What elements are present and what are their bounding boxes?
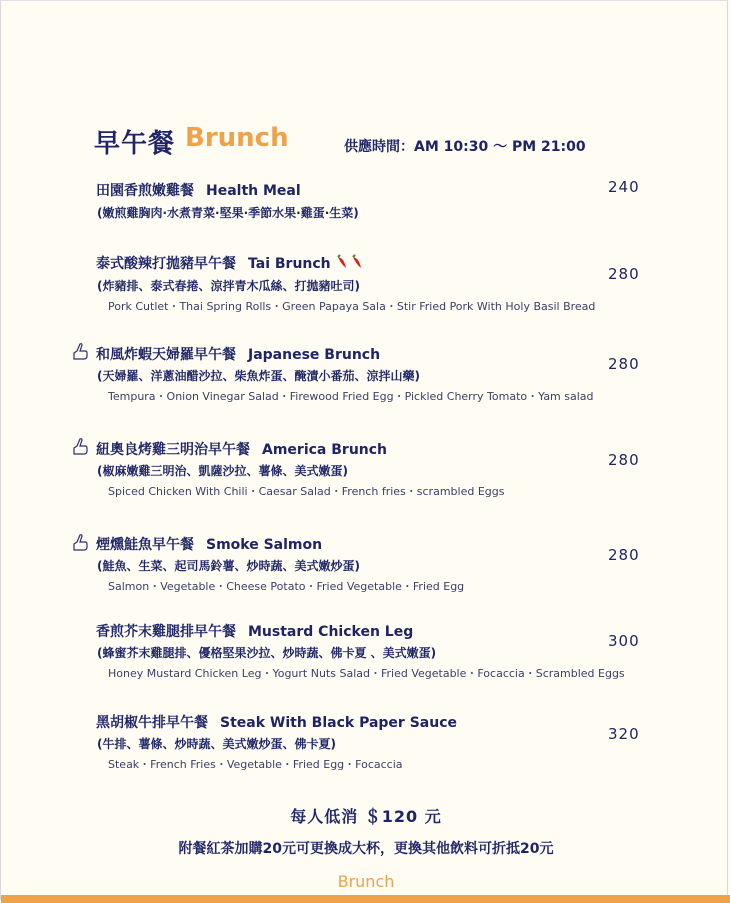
menu-item-name: 泰式酸辣打拋豬早午餐 Tai Brunch <box>96 253 365 274</box>
menu-item-price: 280 <box>608 546 640 564</box>
menu-item-name: 黑胡椒牛排早午餐 Steak With Black Paper Sauce <box>96 715 457 731</box>
menu-item-desc: (鮭魚、生菜、起司馬鈴薯、炒時蔬、美式嫩炒蛋) <box>97 559 360 573</box>
menu-item-name: 紐奧良烤雞三明治早午餐 America Brunch <box>96 442 388 458</box>
menu-item-desc: (天婦羅、洋蔥油醋沙拉、柴魚炸蛋、醃漬小番茄、涼拌山藥) <box>97 369 420 383</box>
menu-item-name: 香煎芥末雞腿排早午餐 Mustard Chicken Leg <box>96 624 414 640</box>
menu-item-name: 和風炸蝦天婦羅早午餐 Japanese Brunch <box>96 347 381 363</box>
menu-item-desc: (炸豬排、泰式春捲、涼拌青木瓜絲、打拋豬吐司) <box>97 279 360 293</box>
menu-item-english: Salmon・Vegetable・Cheese Potato・Fried Vegetable・Fried Egg <box>108 580 465 593</box>
menu-item-desc: (牛排、薯條、炒時蔬、美式嫩炒蛋、佛卡夏) <box>97 737 336 751</box>
menu-item-name: 煙燻鮭魚早午餐 Smoke Salmon <box>96 537 323 553</box>
menu-item-price: 280 <box>608 451 640 469</box>
menu-item-english: Pork Cutlet・Thai Spring Rolls・Green Papaya Sala・Stir Fried Pork With Holy Basil Bread <box>108 300 596 313</box>
menu-item-price: 240 <box>608 178 640 196</box>
footer-brand: Brunch <box>337 872 395 891</box>
menu-item-name: 田園香煎嫩雞餐 Health Meal <box>96 183 301 199</box>
menu-item-price: 280 <box>608 355 640 373</box>
menu-item-desc: (蜂蜜芥末雞腿排、優格堅果沙拉、炒時蔬、佛卡夏 、美式嫩蛋) <box>97 646 437 660</box>
drink-note: 附餐紅茶加購20元可更換成大杯，更換其他飲料可折抵20元 <box>178 841 554 857</box>
menu-item-english: Tempura・Onion Vinegar Salad・Firewood Fried Egg・Pickled Cherry Tomato・Yam salad <box>108 390 594 403</box>
page-title-zh: 早午餐 <box>94 129 176 159</box>
menu-item-english: Honey Mustard Chicken Leg・Yogurt Nuts Salad・Fried Vegetable・Focaccia・Scrambled Eggs <box>108 667 625 680</box>
menu-item-price: 280 <box>608 265 640 283</box>
chili-pepper-icon <box>335 254 365 274</box>
pointing-hand-icon <box>71 342 91 362</box>
pointing-hand-icon <box>71 533 91 553</box>
minimum-charge: 每人低消 ＄120 元 <box>290 807 442 826</box>
page-title-en: Brunch <box>185 123 289 153</box>
menu-item-price: 300 <box>608 632 640 650</box>
menu-item-english: Steak・French Fries・Vegetable・Fried Egg・Focaccia <box>108 758 403 771</box>
pointing-hand-icon <box>71 437 91 457</box>
service-hours: 供應時間：AM 10:30 ～ PM 21:00 <box>344 139 586 155</box>
menu-item-price: 320 <box>608 725 640 743</box>
menu-item-desc: (椒麻嫩雞三明治、凱薩沙拉、薯條、美式嫩蛋) <box>97 464 348 478</box>
menu-item-english: Spiced Chicken With Chili・Caesar Salad・French fries・scrambled Eggs <box>108 485 505 498</box>
menu-item-desc: (嫩煎雞胸肉·水煮青菜·堅果·季節水果·雞蛋·生菜) <box>97 206 359 220</box>
